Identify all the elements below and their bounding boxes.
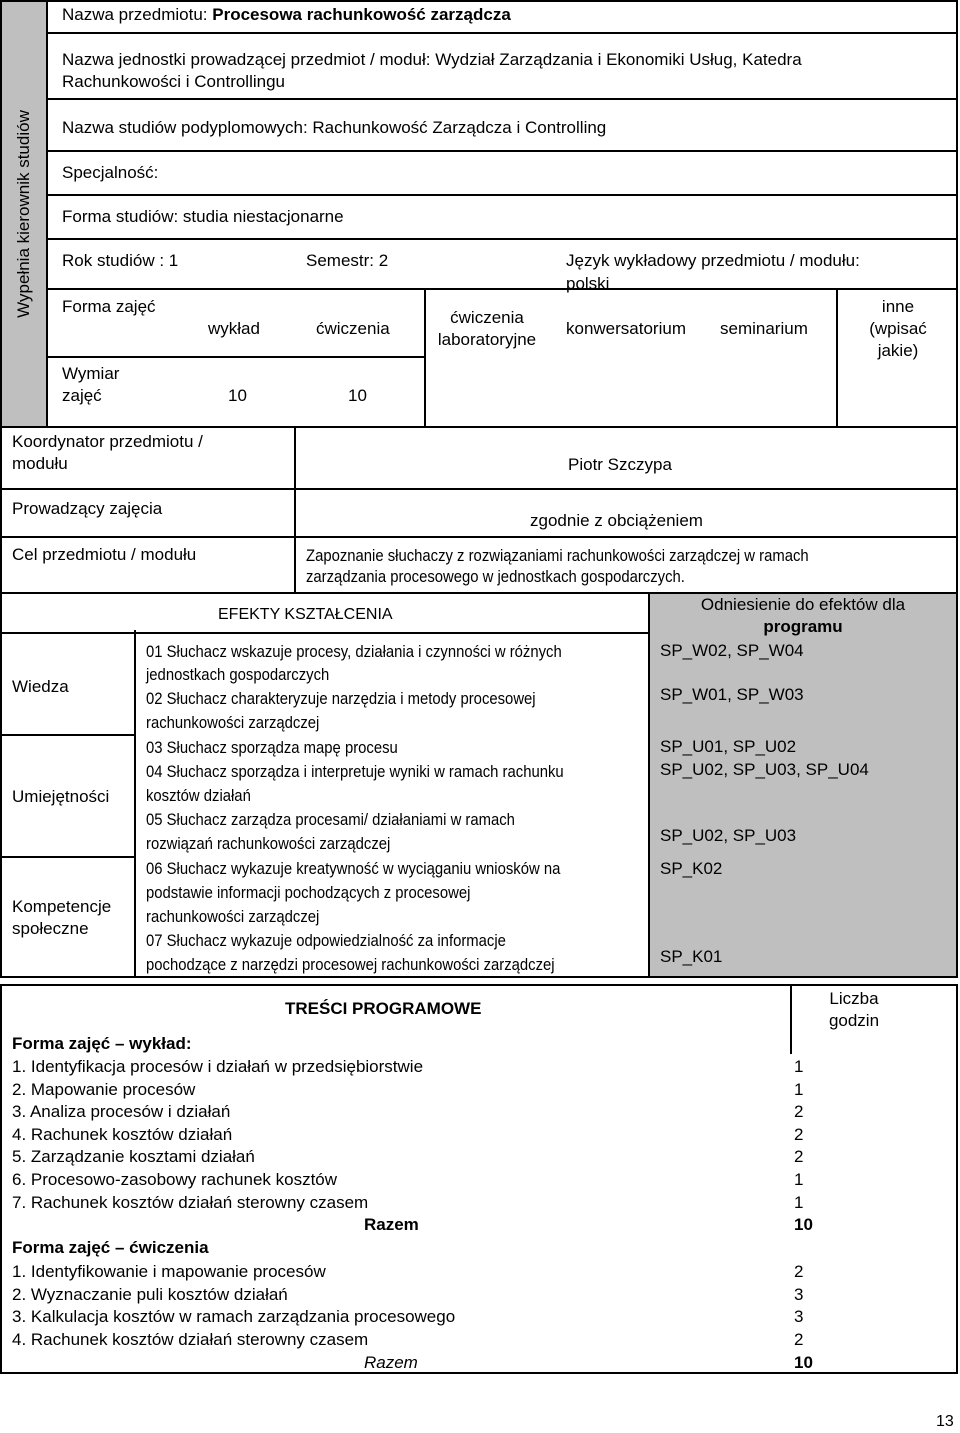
language-line1: Język wykładowy przedmiotu / modułu:: [566, 251, 860, 270]
border: [424, 288, 426, 428]
contents-header: TREŚCI PROGRAMOWE: [285, 999, 482, 1018]
study-form: Forma studiów: studia niestacjonarne: [62, 207, 344, 226]
outcome-line: rachunkowości zarządczej: [146, 908, 320, 926]
outcome-line: 04 Słuchacz sporządza i interpretuje wyniki w ramach rachunku: [146, 763, 564, 781]
lecture-item: 5. Zarządzanie kosztami działań: [12, 1147, 255, 1166]
side-label: Wypełnia kierownik studiów: [13, 110, 33, 318]
coordinator-value: Piotr Szczypa: [568, 455, 672, 474]
category-social-line2: społeczne: [12, 919, 89, 938]
border: [0, 856, 136, 858]
exercise-total-label: Razem: [364, 1353, 418, 1372]
outcome-line: 02 Słuchacz charakteryzuje narzędzia i metody procesowej: [146, 690, 536, 708]
outcome-ref: SP_U02, SP_U03: [660, 826, 797, 845]
outcome-line: rozwiązań rachunkowości zarządczej: [146, 835, 391, 853]
border: [0, 984, 2, 1374]
type-conversation: konwersatorium: [566, 319, 686, 338]
lecture-total: 10: [794, 1215, 813, 1234]
lecture-total-label: Razem: [364, 1215, 419, 1234]
border: [46, 98, 958, 100]
teachers-value: zgodnie z obciążeniem: [530, 511, 703, 530]
hours-exercises: 10: [348, 386, 367, 405]
border: [0, 536, 958, 538]
lecture-item-hours: 1: [794, 1057, 804, 1076]
hours-lecture: 10: [228, 386, 247, 405]
lecture-item-hours: 1: [794, 1193, 804, 1212]
coordinator-label-line1: Koordynator przedmiotu /: [12, 432, 203, 451]
outcome-line: rachunkowości zarządczej: [146, 714, 320, 732]
outcome-line: 07 Słuchacz wykazuje odpowiedzialność za informacje: [146, 932, 506, 950]
exercise-item: 4. Rachunek kosztów działań sterowny czasem: [12, 1330, 369, 1349]
outcome-line: podstawie informacji pochodzących z procesowej: [146, 884, 471, 902]
lecture-item: 4. Rachunek kosztów działań: [12, 1125, 233, 1144]
border: [134, 630, 136, 978]
language-line2: polski: [566, 274, 610, 293]
course-name-value: Procesowa rachunkowość zarządcza: [212, 5, 511, 24]
lecture-item-hours: 1: [794, 1170, 804, 1189]
category-knowledge: Wiedza: [12, 677, 69, 696]
form-label: Forma zajęć: [62, 297, 156, 316]
border: [956, 984, 958, 1374]
course-name-label: Nazwa przedmiotu:: [62, 5, 213, 24]
border: [648, 594, 650, 978]
lecture-item: 1. Identyfikacja procesów i działań w przedsiębiorstwie: [12, 1057, 424, 1076]
type-other-line1: inne: [881, 297, 915, 316]
exercise-item-hours: 3: [794, 1307, 804, 1326]
page-number: 13: [936, 1413, 954, 1430]
border: [0, 0, 958, 2]
exercise-item: 2. Wyznaczanie puli kosztów działań: [12, 1285, 288, 1304]
border: [46, 150, 958, 152]
unit-line1: Nazwa jednostki prowadzącej przedmiot / moduł: Wydział Zarządzania i Ekonomiki Usług, Katedra: [62, 50, 802, 69]
exercise-label: Forma zajęć – ćwiczenia: [12, 1238, 209, 1257]
studies-name: Nazwa studiów podyplomowych: Rachunkowość Zarządcza i Controlling: [62, 118, 607, 137]
outcome-ref: SP_K02: [660, 859, 723, 878]
unit-line2: Rachunkowości i Controllingu: [62, 72, 286, 91]
exercise-item: 1. Identyfikowanie i mapowanie procesów: [12, 1262, 326, 1281]
outcome-line: 01 Słuchacz wskazuje procesy, działania i czynności w różnych: [146, 643, 562, 661]
hours-header-line1: Liczba: [829, 989, 879, 1008]
border: [0, 488, 958, 490]
type-lab-line1: ćwiczenia: [450, 308, 524, 327]
border: [0, 0, 2, 428]
outcome-line: pochodzące z narzędzi procesowej rachunkowości zarządczej: [146, 956, 555, 974]
border: [46, 356, 426, 358]
exercise-item-hours: 2: [794, 1330, 804, 1349]
lecture-label: Forma zajęć – wykład:: [12, 1034, 192, 1053]
lecture-item: 7. Rachunek kosztów działań sterowny czasem: [12, 1193, 369, 1212]
outcome-line: 03 Słuchacz sporządza mapę procesu: [146, 739, 398, 757]
goal-line1: Zapoznanie słuchaczy z rozwiązaniami rachunkowości zarządczej w ramach: [306, 547, 809, 565]
type-other-line2: (wpisać: [869, 319, 927, 338]
type-lecture: wykład: [208, 319, 260, 338]
lecture-item: 6. Procesowo-zasobowy rachunek kosztów: [12, 1170, 338, 1189]
outcome-ref: SP_U02, SP_U03, SP_U04: [660, 760, 869, 779]
border: [0, 734, 136, 736]
exercise-item-hours: 3: [794, 1285, 804, 1304]
border: [0, 1372, 958, 1374]
lecture-item-hours: 2: [794, 1125, 804, 1144]
refs-header-line2: programu: [763, 617, 843, 636]
exercise-item: 3. Kalkulacja kosztów w ramach zarządzania procesowego: [12, 1307, 456, 1326]
hours-label-line2: zajęć: [62, 386, 102, 405]
border: [956, 0, 958, 428]
type-lab-line2: laboratoryjne: [437, 330, 537, 349]
teachers-label: Prowadzący zajęcia: [12, 499, 163, 518]
border: [294, 426, 296, 594]
semester: Semestr: 2: [306, 251, 389, 270]
hours-header-line2: godzin: [828, 1011, 880, 1030]
outcome-ref: SP_K01: [660, 947, 723, 966]
course-name-row: [62, 4, 511, 26]
coordinator-label-line2: modułu: [12, 454, 68, 473]
outcome-ref: SP_W01, SP_W03: [660, 685, 804, 704]
border: [46, 0, 48, 428]
outcome-ref: SP_W02, SP_W04: [660, 641, 804, 660]
border: [46, 288, 958, 290]
border: [46, 238, 958, 240]
lecture-item: 2. Mapowanie procesów: [12, 1080, 196, 1099]
goal-line2: zarządzania procesowego w jednostkach gospodarczych.: [306, 568, 685, 586]
outcomes-header: EFEKTY KSZTAŁCENIA: [218, 606, 393, 623]
border: [0, 426, 958, 428]
outcome-line: 05 Słuchacz zarządza procesami/ działaniami w ramach: [146, 811, 515, 829]
exercise-item-hours: 2: [794, 1262, 804, 1281]
side-label-box: [2, 2, 46, 426]
category-social-line1: Kompetencje: [12, 897, 112, 916]
refs-header-line1: Odniesienie do efektów dla: [700, 595, 906, 614]
lecture-item-hours: 1: [794, 1080, 804, 1099]
type-other-line3: jakie): [877, 341, 919, 360]
border: [0, 632, 650, 634]
hours-label-line1: Wymiar: [62, 364, 120, 383]
type-exercises: ćwiczenia: [316, 319, 390, 338]
lecture-item-hours: 2: [794, 1102, 804, 1121]
lecture-item: 3. Analiza procesów i działań: [12, 1102, 231, 1121]
outcome-line: jednostkach gospodarczych: [146, 666, 330, 684]
outcome-line: kosztów działań: [146, 787, 251, 805]
exercise-total: 10: [794, 1353, 813, 1372]
border: [836, 288, 838, 428]
type-seminar: seminarium: [720, 319, 808, 338]
specialty: Specjalność:: [62, 163, 159, 182]
border: [46, 32, 958, 34]
border: [0, 984, 958, 986]
study-year: Rok studiów : 1: [62, 251, 179, 270]
outcome-line: 06 Słuchacz wykazuje kreatywność w wyciąganiu wniosków na: [146, 860, 561, 878]
border: [0, 426, 2, 978]
outcome-ref: SP_U01, SP_U02: [660, 737, 797, 756]
category-skills: Umiejętności: [12, 787, 110, 806]
border: [46, 194, 958, 196]
border: [956, 426, 958, 978]
goal-label: Cel przedmiotu / modułu: [12, 545, 197, 564]
lecture-item-hours: 2: [794, 1147, 804, 1166]
